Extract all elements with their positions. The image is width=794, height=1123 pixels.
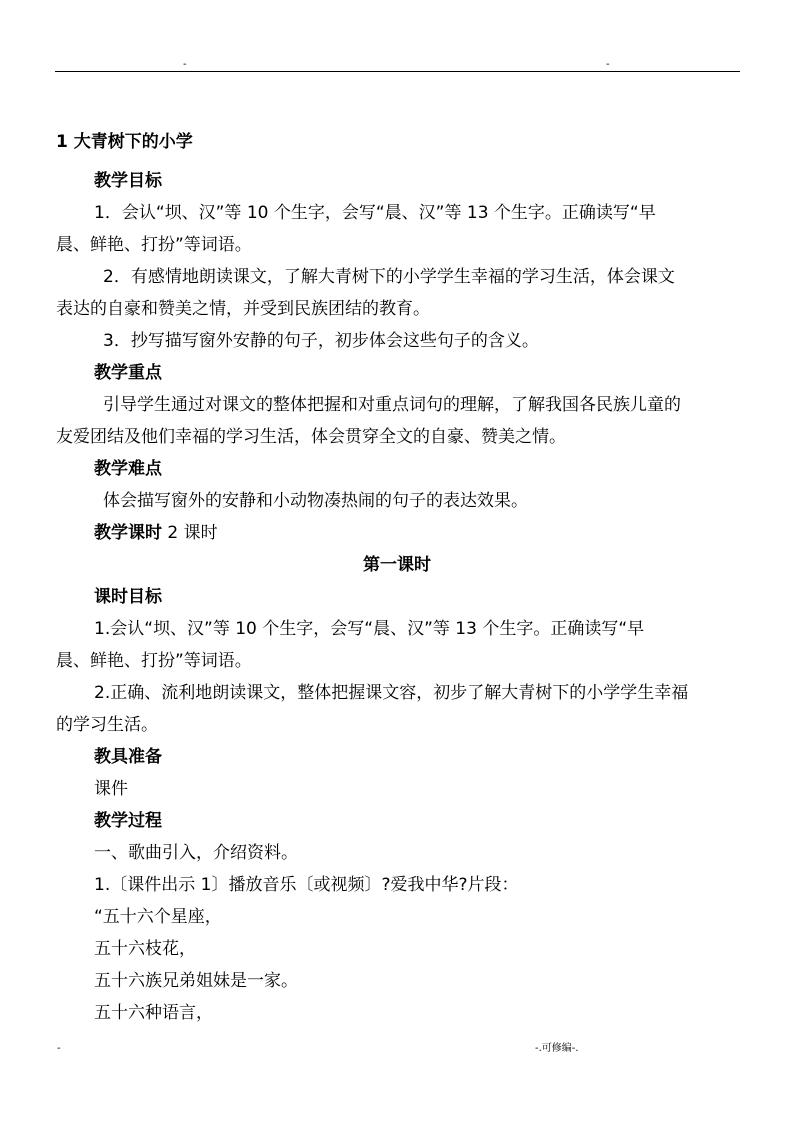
lesson-goal-1-line-1: 1.会认“坝、汉”等 10 个生字，会写“晨、汉”等 13 个生字。正确读写“早 xyxy=(94,619,645,639)
song-line-3: 五十六族兄弟姐妹是一家。 xyxy=(94,971,298,991)
header-rule xyxy=(55,71,740,72)
goal-3: 3．抄写描写窗外安静的句子，初步体会这些句子的含义。 xyxy=(103,331,539,351)
lesson-goal-1-line-2: 晨、鲜艳、打扮”等词语。 xyxy=(56,651,252,671)
tools-text: 课件 xyxy=(94,779,128,799)
header-mark-left: - xyxy=(183,59,187,70)
goal-2-line-2: 表达的自豪和赞美之情，并受到民族团结的教育。 xyxy=(56,299,430,319)
heading-teaching-goals: 教学目标 xyxy=(94,171,162,191)
heading-teaching-hours: 教学课时 xyxy=(94,523,162,543)
goal-2-line-1: 2．有感情地朗读课文，了解大青树下的小学学生幸福的学习生活，体会课文 xyxy=(103,267,675,287)
heading-key-points: 教学重点 xyxy=(94,363,162,383)
process-step-1: 一、歌曲引入，介绍资料。 xyxy=(94,843,298,863)
song-line-1: “五十六个星座， xyxy=(94,907,222,927)
heading-lesson-goals: 课时目标 xyxy=(94,587,162,607)
document-title: 1 大青树下的小学 xyxy=(56,132,193,152)
footer-mark-right: -.可修编-. xyxy=(535,1043,579,1054)
lesson-goal-2-line-1: 2.正确、流利地朗读课文，整体把握课文容，初步了解大青树下的小学学生幸福 xyxy=(94,683,689,703)
header-mark-right: - xyxy=(606,59,610,70)
heading-process: 教学过程 xyxy=(94,811,162,831)
teaching-hours-row xyxy=(94,522,778,544)
teaching-hours-value: 2 课时 xyxy=(162,523,218,543)
difficulties-text: 体会描写窗外的安静和小动物凑热闹的句子的表达效果。 xyxy=(103,491,528,511)
lesson-title: 第一课时 xyxy=(363,555,431,575)
key-points-line-2: 友爱团结及他们幸福的学习生活，体会贯穿全文的自豪、赞美之情。 xyxy=(56,427,566,447)
key-points-line-1: 引导学生通过对课文的整体把握和对重点词句的理解，了解我国各民族儿童的 xyxy=(103,395,681,415)
lesson-goal-2-line-2: 的学习生活。 xyxy=(56,715,158,735)
heading-tools: 教具准备 xyxy=(94,747,162,767)
heading-difficulties: 教学难点 xyxy=(94,459,162,479)
footer-mark-left: - xyxy=(57,1043,61,1054)
song-line-2: 五十六枝花， xyxy=(94,939,196,959)
goal-1-line-2: 晨、鲜艳、打扮”等词语。 xyxy=(56,235,252,255)
goal-1-line-1: 1．会认“坝、汉”等 10 个生字，会写“晨、汉”等 13 个生字。正确读写“早 xyxy=(94,203,656,223)
song-line-4: 五十六种语言， xyxy=(94,1003,213,1023)
process-step-2: 1.〔课件出示 1〕播放音乐〔或视频〕?爱我中华?片段： xyxy=(94,875,519,895)
